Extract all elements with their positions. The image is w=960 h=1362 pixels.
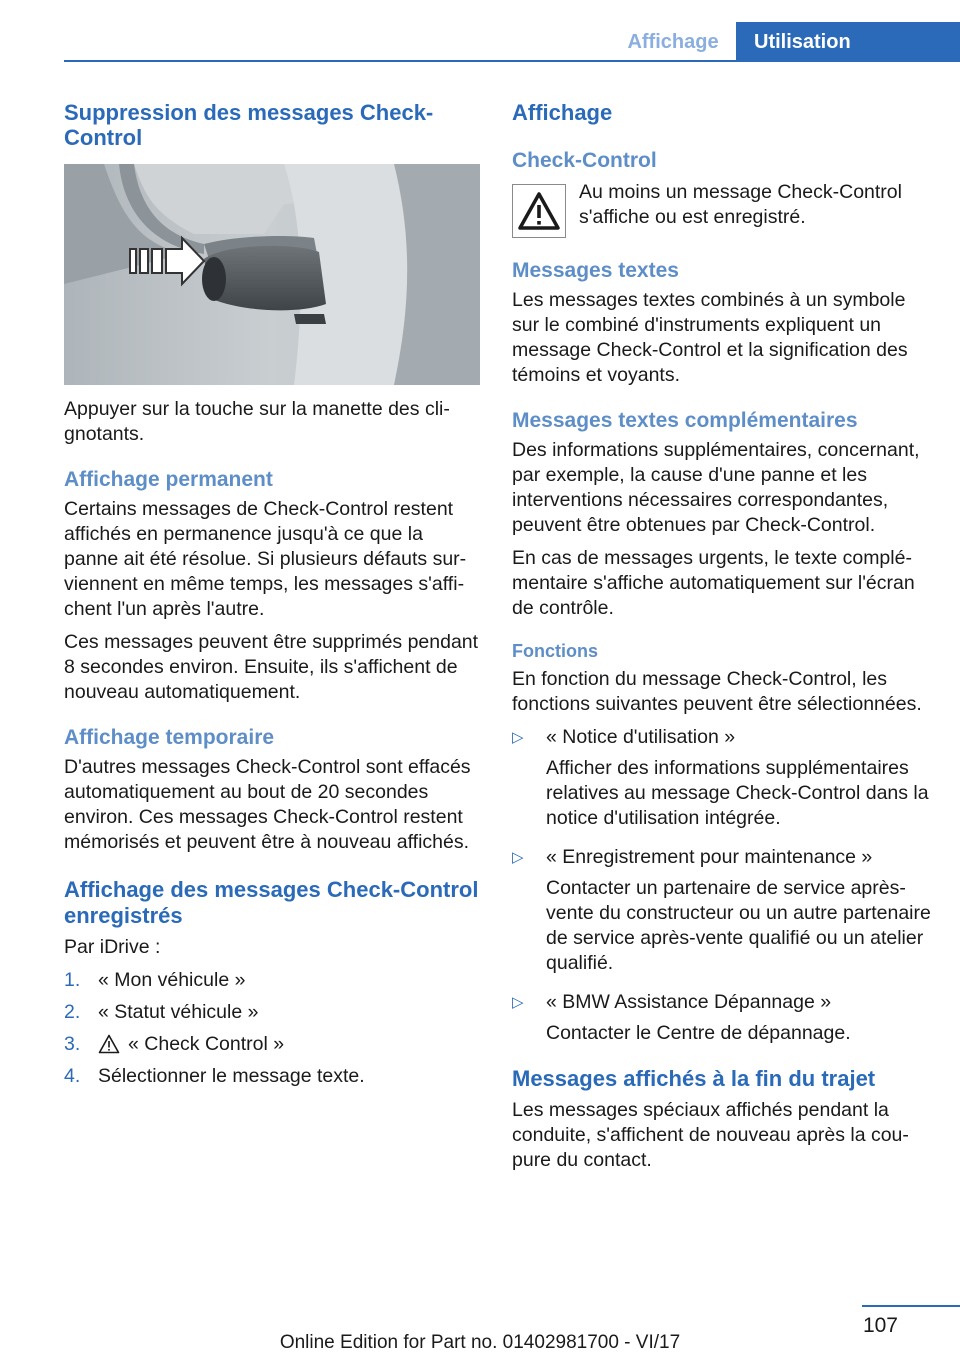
paragraph: En fonction du message Check-Control, les fonctions suivantes peuvent être sélectionnées.	[512, 668, 922, 715]
option-label: « Enregistrement pour maintenance »	[546, 846, 873, 868]
step-text: « Statut véhicule »	[98, 1001, 259, 1023]
function-list	[512, 725, 932, 1052]
heading-messages-complementaires: Messages textes complémentaires	[512, 409, 858, 432]
option-description: Contacter le Centre de dépannage.	[546, 1022, 851, 1044]
left-title: Suppression des messages Check-Control	[64, 100, 434, 150]
page-number: 107	[862, 1314, 898, 1337]
step-text: Sélectionner le message texte.	[98, 1065, 365, 1087]
list-item	[512, 725, 932, 837]
step-number: 1.	[64, 969, 81, 991]
triangle-bullet-icon: ▷	[512, 849, 524, 866]
list-item	[64, 1064, 480, 1089]
option-description: Contacter un partenaire de service après-vente du constructeur ou un autre partenaire de service après-vente qualifié ou un atelier qualifié.	[546, 877, 931, 974]
heading-messages-enregistres: Affichage des messages Check-Control enregistrés	[64, 877, 479, 928]
triangle-bullet-icon: ▷	[512, 994, 524, 1011]
option-label: « Notice d'utilisation »	[546, 726, 736, 748]
list-item	[64, 1000, 480, 1025]
option-label: « BMW Assistance Dépannage »	[546, 991, 832, 1013]
triangle-bullet-icon: ▷	[512, 729, 524, 746]
step-number: 3.	[64, 1033, 81, 1055]
heading-messages-fin-trajet: Messages affichés à la fin du trajet	[512, 1066, 876, 1091]
edition-footer: Online Edition for Part no. 01402981700 - VI/17	[279, 1332, 681, 1353]
photo-caption: Appuyer sur la touche sur la manette des clignotants.	[64, 398, 450, 445]
paragraph: Ces messages peuvent être supprimés pendant 8 secondes environ. Ensuite, ils s'affichent de nouveau automatiquement.	[64, 631, 479, 703]
heading-fonctions: Fonctions	[512, 641, 598, 661]
header-rule	[64, 60, 960, 62]
list-item	[512, 845, 932, 982]
right-column	[512, 100, 932, 1181]
paragraph: Au moins un message Check-Control s'affiche ou est enregistré.	[579, 181, 902, 228]
warning-triangle-icon	[517, 191, 561, 231]
paragraph: D'autres messages Check-Control sont effacés automatiquement au bout de 20 secondes environ. Ces messages Check-Control restent mémorisés et peuvent être à nouveau affichés.	[64, 756, 471, 853]
paragraph: Certains messages de Check-Control restent affichés en permanence jusqu'à ce que la panne ait été résolue. Si plusieurs défauts surviennent en même temps, les messages s'affichent l'un après l'autre.	[64, 498, 467, 620]
header-chapter: Utilisation	[736, 22, 960, 60]
header-section: Affichage	[627, 31, 719, 53]
check-control-note	[512, 180, 932, 238]
option-description: Afficher des informations supplémentaires relatives au message Check-Control dans la notice d'utilisation intégrée.	[546, 757, 929, 829]
heading-messages-textes: Messages textes	[512, 259, 679, 282]
left-column	[64, 100, 480, 1096]
list-item	[64, 1032, 480, 1057]
paragraph: Les messages spéciaux affichés pendant la conduite, s'affichent de nouveau après la coupure du contact.	[512, 1099, 909, 1171]
paragraph: Par iDrive :	[64, 936, 161, 958]
warning-triangle-icon	[98, 1034, 120, 1054]
paragraph: En cas de messages urgents, le texte complémentaire s'affiche automatiquement sur l'écran de contrôle.	[512, 547, 915, 619]
heading-affichage-permanent: Affichage permanent	[64, 468, 273, 491]
right-title: Affichage	[512, 100, 613, 125]
paragraph: Des informations supplémentaires, concernant, par exemple, la cause d'une panne et les interventions nécessaires correspondantes, peuvent être obtenues par Check-Control.	[512, 439, 920, 536]
step-text: « Check Control »	[128, 1033, 285, 1055]
turn-signal-stalk-illustration	[64, 164, 480, 385]
page-number-rule	[862, 1305, 960, 1307]
step-text: « Mon véhicule »	[98, 969, 246, 991]
paragraph: Les messages textes combinés à un symbole sur le combiné d'instruments expliquent un message Check-Control et la signification des témoins et voyants.	[512, 289, 908, 386]
heading-affichage-temporaire: Affichage temporaire	[64, 726, 275, 749]
idrive-steps	[64, 968, 480, 1089]
list-item	[512, 990, 932, 1052]
step-number: 2.	[64, 1001, 81, 1023]
list-item	[64, 968, 480, 993]
heading-check-control: Check-Control	[512, 149, 657, 172]
warning-symbol-box	[512, 184, 566, 238]
step-number: 4.	[64, 1065, 81, 1087]
